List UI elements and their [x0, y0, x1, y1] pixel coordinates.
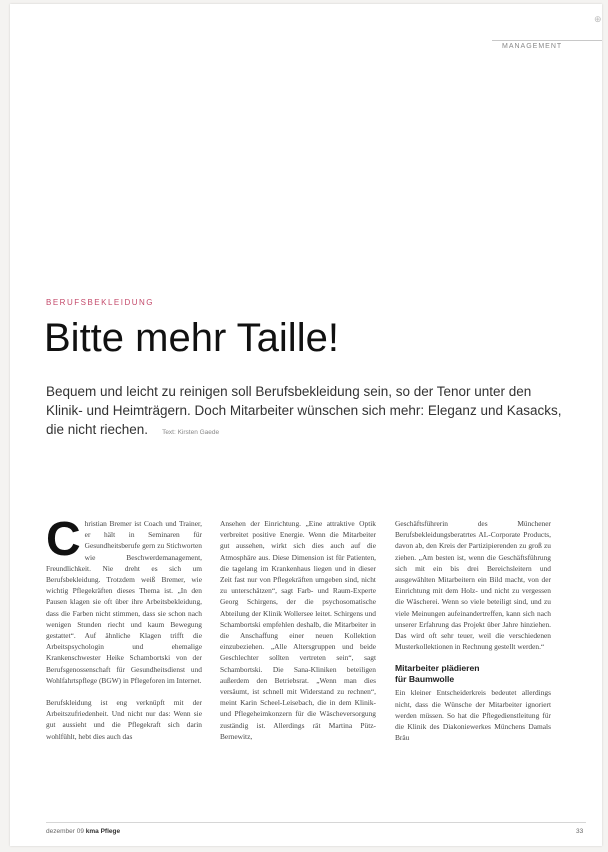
- paragraph: Ansehen der Einrichtung. „Eine attraktive Optik verbreitet positive Energie. Wenn die Mitarbeiter gut aussehen, wirkt sich dies auch auf die Atmosphäre aus. Diese Dimension ist für Patienten, die tagelang im Krankenhaus liegen und in dieser Zeit fast nur von Pflegekräften umgeben sind, nicht zu unterschätzen“, sagt Farb- und Raum-Experte Georg Schirgens, der die psychosomatische Abteilung der Klinik Wollersee leitet. Schirgens und Schambortski empfehlen deshalb, die Mitarbeiter in die Anschaffung einer neuen Kollektion einzubeziehen. „Alle Altersgruppen und beide Geschlechter sollten vertreten sein“, sagt Schambortski. Die Sana-Kliniken beteiligen außerdem den Betriebsrat. „Wenn man dies versäumt, ist schnell mit Widerstand zu rechnen“, meint Karin Scheel-Leisebach, die in dem Klinik- und Pflegeheimkonzern für die Wäscheversorgung zuständig ist. Allerdings rät Martina Pütz-Bernewitz,: [220, 519, 376, 741]
- footer-issue: [46, 828, 120, 835]
- article-category: BERUFSBEKLEIDUNG: [46, 298, 155, 307]
- section-label: MANAGEMENT: [492, 40, 602, 52]
- footer-divider: [46, 822, 586, 823]
- paragraph: Ein kleiner Entscheiderkreis bedeutet allerdings nicht, dass die Wünsche der Mitarbeiter ignoriert werden müssen. So hat die Pflegedienstleitung für die Klinik des Diakoniewerkes Münchens Damals Bräu: [395, 688, 551, 743]
- text-column-1: [46, 513, 202, 742]
- lead-text: Bequem und leicht zu reinigen soll Berufsbekleidung sein, so der Tenor unter den Klinik- und Heimträgern. Doch Mitarbeiter wünschen sich mehr: Eleganz und Kasacks, die nicht riechen.: [46, 384, 562, 437]
- article-title: Bitte mehr Taille!: [44, 316, 339, 360]
- magazine-name: kma Pflege: [85, 828, 121, 835]
- paragraph: Berufskleidung ist eng verknüpft mit der Arbeitszufriedenheit. Und nicht nur das: Wenn sie gut aussieht und die Pflegekraft sich darin wohlfühlt, hebt dies auch das: [46, 698, 202, 741]
- drop-cap: C: [46, 513, 81, 566]
- page-number: 33: [576, 828, 584, 835]
- text-column-2: [220, 518, 376, 742]
- paragraph: Geschäftsführerin des Münchener Berufsbekleidungsberatrtes AL-Corporate Products, davon ab, den Kreis der Partizipierenden zu groß zu ziehen. „Am besten ist, wenn die Geschäftsführung sich mit ein bis drei Bereichsleitern und ausgewählten Mitarbeitern ein Bild macht, von der Einrichtung mit dem Holz- und nicht zu vergessen die Wäscherei. Wenn so viele beteiligt sind, und zu viele Meinungen aufeinandertreffen, kann sich nach unserer Erfahrung das Projekt über Jahre hinziehen. Das wird oft sehr teuer, weil die verschiedenen Musterkollektionen in Rechnung gestellt werden.“: [395, 519, 551, 652]
- article-lead: [46, 382, 566, 442]
- byline: Text: Kirsten Gaede: [162, 429, 220, 436]
- subheading-line-2: für Baumwolle: [395, 674, 455, 685]
- issue-date: dezember 09: [46, 828, 84, 835]
- paragraph: [46, 513, 202, 686]
- registration-mark: ⊕: [594, 14, 602, 24]
- subheading: [395, 663, 551, 685]
- paragraph-text: hristian Bremer ist Coach und Trainer, er hält in Seminaren für Gesundheitsberufe gern zu Stichworten wie Beschwerdemanagement, Freundlichkeit. Nie dreht es sich um Berufsbekleidung. Trotzdem weiß Bremer, wie wichtig Pflegekräften dieses Thema ist. „In den Pausen klagen sie oft über ihre Arbeitsbekleidung, dass die Farben nicht stimmen, dass sie schon nach wenigen Stunden riecht und kaum Bewegung gestattet“. Auf ähnliche Klagen trifft die Arbeitspsychologin und ehemalige Krankenschwester Heike Schambortski von der Berufsgenossenschaft für Gesundheitsdienst und Wohlfahrtspflege (BGW) in Pflegeforen im Internet.: [46, 519, 202, 685]
- magazine-page: [10, 4, 602, 846]
- text-column-3: [395, 518, 551, 743]
- subheading-line-1: Mitarbeiter plädieren: [395, 663, 480, 674]
